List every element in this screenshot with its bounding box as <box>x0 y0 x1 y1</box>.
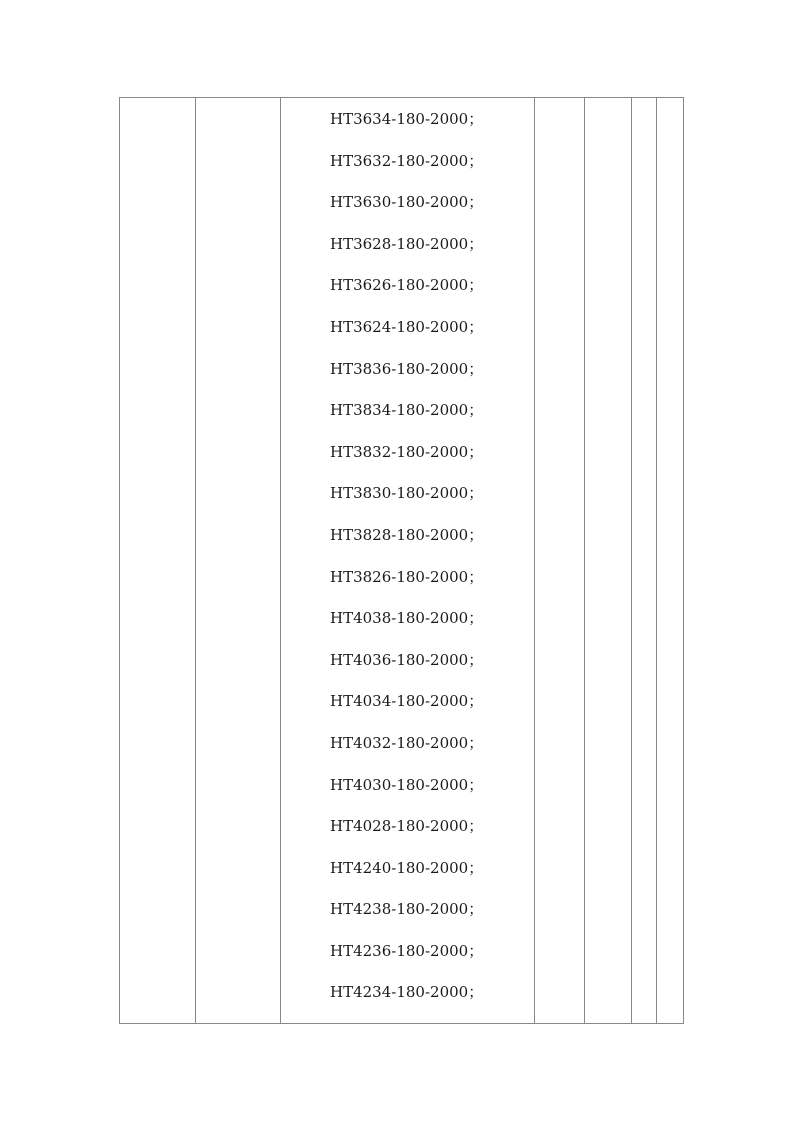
cell-col-1 <box>120 98 196 1024</box>
list-item: HT3628-180-2000； <box>330 234 484 253</box>
list-item: HT3832-180-2000； <box>330 442 484 461</box>
cell-col-7 <box>657 98 684 1024</box>
list-item: HT3830-180-2000； <box>330 484 484 503</box>
list-item: HT3632-180-2000； <box>330 151 484 170</box>
cell-col-6 <box>632 98 657 1024</box>
table-row <box>120 98 684 1024</box>
list-item: HT3836-180-2000； <box>330 359 484 378</box>
list-item: HT3634-180-2000； <box>330 110 484 128</box>
spec-table <box>119 97 684 1024</box>
list-item: HT4038-180-2000； <box>330 609 484 628</box>
list-item: HT3828-180-2000； <box>330 525 484 544</box>
list-item: HT3834-180-2000； <box>330 401 484 420</box>
cell-col-4 <box>535 98 585 1024</box>
cell-model-list <box>281 98 535 1024</box>
list-item: HT3826-180-2000； <box>330 567 484 586</box>
list-item: HT3630-180-2000； <box>330 193 484 212</box>
list-item: HT4034-180-2000； <box>330 692 484 711</box>
list-item: HT3624-180-2000； <box>330 317 484 336</box>
cell-col-5 <box>585 98 632 1024</box>
list-item: HT4030-180-2000； <box>330 775 484 794</box>
list-item: HT3626-180-2000； <box>330 276 484 295</box>
list-item: HT4234-180-2000； <box>330 983 484 1002</box>
list-item: HT4236-180-2000； <box>330 941 484 960</box>
list-item: HT4028-180-2000； <box>330 817 484 836</box>
cell-col-2 <box>196 98 281 1024</box>
list-item: HT4036-180-2000； <box>330 650 484 669</box>
model-list <box>281 98 534 1023</box>
list-item: HT4238-180-2000； <box>330 900 484 919</box>
list-item: HT4240-180-2000； <box>330 858 484 877</box>
list-item: HT4032-180-2000； <box>330 733 484 752</box>
